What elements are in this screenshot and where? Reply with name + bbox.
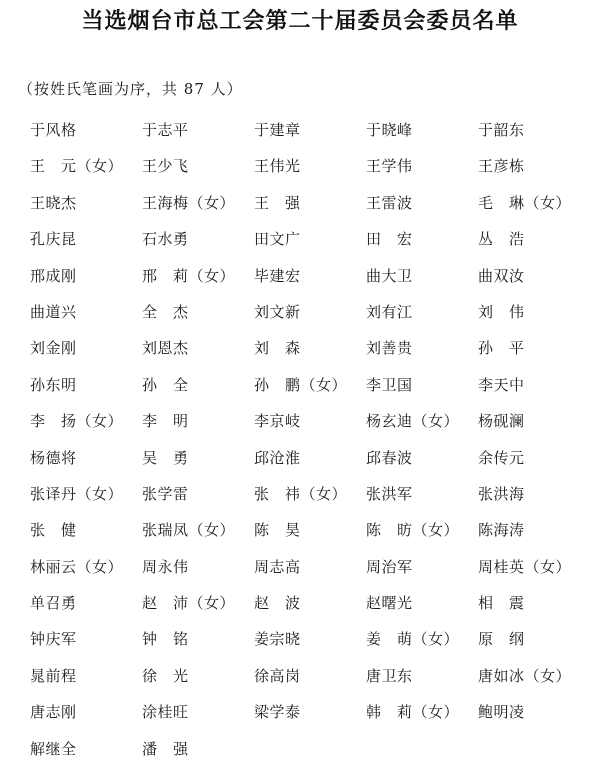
member-name: 全 杰	[142, 302, 189, 321]
member-name: 吴 勇	[142, 448, 189, 467]
member-name: 于韶东	[478, 121, 525, 139]
member-name: 陈 昉（女）	[366, 521, 460, 540]
member-name: 周志高	[254, 557, 301, 576]
member-name: 晁前程	[30, 666, 77, 685]
member-name: 潘 强	[142, 739, 189, 758]
member-name: 余传元	[478, 448, 525, 467]
member-name: 杨玄迪（女）	[366, 412, 460, 431]
member-name: 刘有江	[366, 302, 413, 321]
member-name: 张译丹（女）	[30, 484, 124, 503]
member-name: 涂桂旺	[142, 703, 189, 722]
member-name: 王学伟	[366, 157, 413, 176]
member-name: 陈海涛	[478, 521, 525, 540]
member-name: 李 扬（女）	[30, 412, 124, 431]
member-name: 孔庆昆	[30, 230, 77, 249]
member-name: 于风格	[30, 121, 77, 139]
member-name: 田文广	[254, 230, 301, 249]
member-name: 原 纲	[478, 630, 525, 649]
member-name: 徐 光	[142, 666, 189, 685]
member-name: 丛 浩	[478, 230, 525, 249]
member-name: 孙 鹏（女）	[254, 375, 348, 394]
member-name: 张瑞凤（女）	[142, 521, 236, 540]
member-name-list	[30, 112, 590, 767]
member-name: 李卫国	[366, 375, 413, 394]
member-name: 孙 平	[478, 339, 525, 358]
member-name: 徐高岗	[254, 666, 301, 685]
member-name: 张洪军	[366, 484, 413, 503]
page-title: 当选烟台市总工会第二十届委员会委员名单	[81, 9, 519, 34]
member-name: 曲道兴	[30, 302, 77, 321]
member-name: 曲大卫	[366, 266, 413, 285]
member-name: 赵曙光	[366, 594, 413, 613]
member-name: 刘善贵	[366, 339, 413, 358]
member-name: 王雷波	[366, 193, 413, 212]
member-name: 姜 萌（女）	[366, 630, 460, 649]
member-name: 孙东明	[30, 375, 77, 394]
member-name: 赵 波	[254, 594, 301, 613]
member-name: 鲍明凌	[478, 703, 525, 722]
member-name: 周治军	[366, 557, 413, 576]
member-name: 相 震	[478, 594, 525, 613]
member-name: 杨砚澜	[478, 412, 525, 431]
member-name: 邱春波	[366, 448, 413, 467]
member-name: 梁学泰	[254, 703, 301, 722]
member-name: 于建章	[254, 121, 301, 139]
member-name: 杨德将	[30, 448, 77, 467]
member-name: 王伟光	[254, 157, 301, 176]
member-name: 钟 铭	[142, 630, 189, 649]
member-name: 田 宏	[366, 230, 413, 249]
member-name: 王海梅（女）	[142, 193, 236, 212]
member-name: 周桂英（女）	[478, 557, 572, 576]
member-name: 唐卫东	[366, 666, 413, 685]
member-name: 张洪海	[478, 484, 525, 503]
member-name: 林丽云（女）	[30, 557, 124, 576]
member-name: 邢成刚	[30, 266, 77, 285]
member-name: 周永伟	[142, 557, 189, 576]
member-name: 于晓峰	[366, 121, 413, 139]
member-name: 刘 森	[254, 339, 301, 358]
member-name: 李京岐	[254, 412, 301, 431]
member-name: 石水勇	[142, 230, 189, 249]
member-name: 张 祎（女）	[254, 484, 348, 503]
member-name: 单召勇	[30, 594, 77, 613]
member-name: 钟庆军	[30, 630, 77, 649]
member-name: 王 元（女）	[30, 157, 124, 176]
member-name: 刘文新	[254, 302, 301, 321]
member-name: 邱沧淮	[254, 448, 301, 467]
member-name: 毛 琳（女）	[478, 193, 572, 212]
member-name: 曲双汝	[478, 266, 525, 285]
member-name: 张 健	[30, 521, 77, 540]
member-name: 李 明	[142, 412, 189, 431]
member-name: 赵 沛（女）	[142, 594, 236, 613]
member-name: 唐志刚	[30, 703, 77, 722]
member-name: 毕建宏	[254, 266, 301, 285]
member-name: 解继全	[30, 739, 77, 758]
member-name: 孙 全	[142, 375, 189, 394]
member-name: 邢 莉（女）	[142, 266, 236, 285]
member-name: 唐如冰（女）	[478, 666, 572, 685]
member-name: 刘金刚	[30, 339, 77, 358]
member-name: 王晓杰	[30, 193, 77, 212]
member-name: 刘恩杰	[142, 339, 189, 358]
member-name: 陈 昊	[254, 521, 301, 540]
member-name: 王少飞	[142, 157, 189, 176]
member-name: 姜宗晓	[254, 630, 301, 649]
member-name: 张学雷	[142, 484, 189, 503]
member-name: 王 强	[254, 193, 301, 212]
member-name: 王彦栋	[478, 157, 525, 176]
member-name: 李天中	[478, 375, 525, 394]
member-name: 韩 莉（女）	[366, 703, 460, 722]
list-subtitle: （按姓氏笔画为序，共 87 人）	[18, 80, 243, 98]
member-name: 刘 伟	[478, 302, 525, 321]
member-name: 于志平	[142, 121, 189, 139]
